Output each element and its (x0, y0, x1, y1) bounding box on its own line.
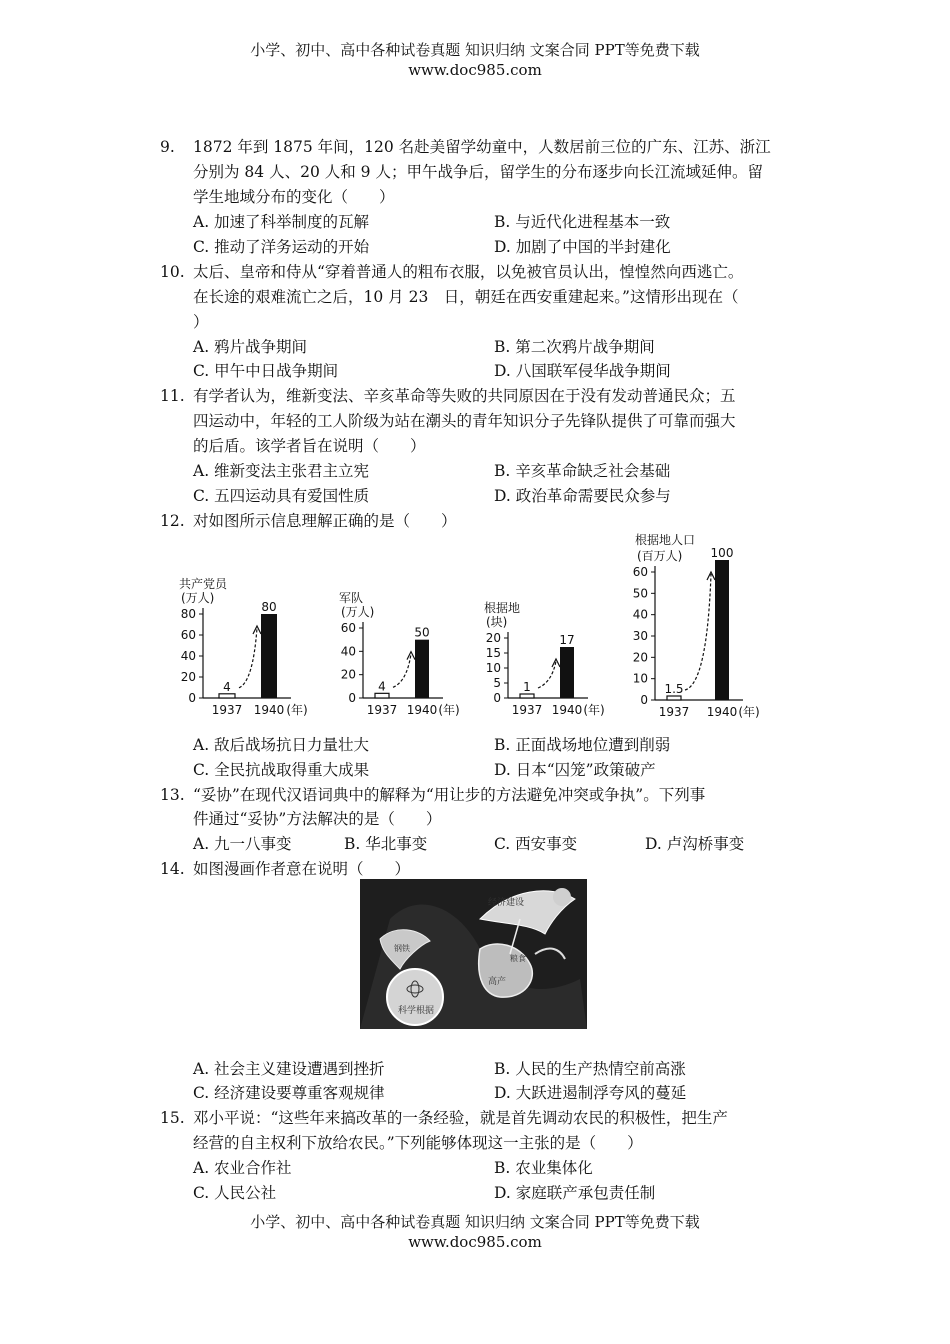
question-text: 1872 年到 1875 年间，120 名赴美留学幼童中，人数居前三位的广东、江苏、浙江 (193, 138, 771, 156)
cartoon-flag-emblem (553, 888, 571, 906)
bar-1940 (415, 640, 429, 698)
footer-url: www.doc985.com (408, 1233, 542, 1251)
option-a[interactable]: A. 社会主义建设遭遇到挫折 (193, 1060, 385, 1078)
question-text: “妥协”在现代汉语词典中的解释为“用让步的方法避免冲突或争执”。下列事 (193, 786, 706, 804)
question-number: 10. (160, 263, 185, 281)
option-b[interactable]: B. 第二次鸦片战争期间 (494, 338, 655, 356)
bar-1940 (715, 560, 729, 700)
option-b[interactable]: B. 与近代化进程基本一致 (494, 213, 671, 231)
question-text: 对如图所示信息理解正确的是（ ） (193, 512, 457, 530)
data-label: 17 (559, 633, 575, 647)
data-label: 1.5 (664, 682, 684, 696)
bar-1937 (375, 693, 389, 698)
y-tick-label: 20 (180, 670, 196, 684)
chart-title: 根据地 (484, 601, 521, 615)
x-unit-label: (年) (738, 705, 760, 719)
option-b[interactable]: B. 农业集体化 (494, 1159, 593, 1177)
option-c[interactable]: C. 人民公社 (193, 1184, 277, 1202)
option-c[interactable]: C. 西安事变 (494, 835, 578, 853)
y-tick-label: 60 (180, 628, 196, 642)
cartoon-image (360, 879, 587, 1029)
chart-unit: (万人) (181, 591, 215, 605)
question-text: 太后、皇帝和侍从“穿着普通人的粗布衣服，以免被官员认出，惶惶然向西逃亡。 (193, 263, 744, 281)
y-tick-label: 20 (632, 650, 648, 665)
chart-party-members (175, 530, 325, 724)
y-tick-label: 50 (632, 586, 648, 601)
header-url: www.doc985.com (408, 61, 542, 79)
question-text: 学生地域分布的变化（ ） (193, 188, 395, 206)
data-label: 4 (223, 679, 231, 694)
option-b[interactable]: B. 正面战场地位遭到削弱 (494, 736, 671, 754)
option-a[interactable]: A. 敌后战场抗日力量壮大 (193, 736, 370, 754)
option-c[interactable]: C. 五四运动具有爱国性质 (193, 487, 370, 505)
y-tick-label: 60 (632, 565, 648, 579)
cartoon-label: 钢铁 (394, 944, 410, 953)
cartoon-label: 科学根据 (398, 1006, 435, 1016)
question-text: ） (193, 313, 209, 331)
question-text: 四运动中，年轻的工人阶级为站在潮头的青年知识分子先锋队提供了可靠而强大 (193, 412, 736, 430)
header-line1: 小学、初中、高中各种试卷真题 知识归纳 文案合同 PPT等免费下载 (250, 41, 700, 59)
x-unit-label: (年) (438, 703, 460, 717)
option-d[interactable]: D. 八国联军侵华战争期间 (494, 362, 671, 380)
footer-line1: 小学、初中、高中各种试卷真题 知识归纳 文案合同 PPT等免费下载 (250, 1213, 700, 1231)
x-tick-label: 1937 (658, 705, 690, 719)
trend-arrow (685, 574, 711, 690)
y-tick-label: 30 (632, 629, 648, 643)
y-tick-label: 0 (348, 691, 356, 705)
y-tick-label: 15 (485, 646, 501, 660)
y-tick-label: 80 (180, 607, 196, 621)
option-a[interactable]: A. 加速了科举制度的瓦解 (193, 213, 370, 231)
question-text: 在长途的艰难流亡之后，10 月 23 日，朝廷在西安重建起来。”这情形出现在（ (193, 288, 739, 306)
page-footer (0, 1212, 950, 1252)
data-label: 50 (414, 625, 430, 640)
y-tick-label: 10 (632, 671, 648, 686)
option-c[interactable]: C. 甲午中日战争期间 (193, 362, 339, 380)
cartoon-label: 经济建设 (488, 898, 525, 908)
chart-title: 根据地人口 (635, 533, 696, 547)
page-header (0, 40, 950, 80)
cartoon-drawing (360, 879, 587, 1029)
x-unit-label: (年) (583, 703, 605, 717)
chart-bases (480, 530, 620, 724)
bar-1937 (667, 696, 681, 700)
option-d[interactable]: D. 大跃进遏制浮夸风的蔓延 (494, 1084, 687, 1102)
option-d[interactable]: D. 加剧了中国的半封建化 (494, 238, 671, 256)
question-text: 件通过“妥协”方法解决的是（ ） (193, 810, 442, 828)
cartoon-label: 高产 (488, 977, 507, 987)
question-text: 的后盾。该学者旨在说明（ ） (193, 437, 426, 455)
y-tick-label: 0 (640, 693, 648, 707)
bar-1940 (560, 647, 574, 698)
bar-1937 (520, 694, 534, 698)
chart-unit: (百万人) (637, 549, 683, 563)
y-tick-label: 0 (188, 691, 196, 705)
question-number: 12. (160, 512, 185, 530)
question-text: 经营的自主权利下放给农民。”下列能够体现这一主张的是（ ） (193, 1134, 643, 1152)
bar-1940 (261, 614, 277, 698)
option-c[interactable]: C. 经济建设要尊重客观规律 (193, 1084, 385, 1102)
y-tick-label: 5 (493, 676, 501, 690)
chart-army (335, 530, 475, 724)
question-number: 14. (160, 860, 185, 878)
x-tick-label: 1940 (253, 703, 285, 717)
option-a[interactable]: A. 九一八事变 (193, 835, 292, 853)
option-b[interactable]: B. 辛亥革命缺乏社会基础 (494, 462, 671, 480)
option-c[interactable]: C. 推动了洋务运动的开始 (193, 238, 370, 256)
question-text: 有学者认为，维新变法、辛亥革命等失败的共同原因在于没有发动普通民众；五 (193, 387, 736, 405)
option-a[interactable]: A. 鸦片战争期间 (193, 338, 308, 356)
chart-title: 军队 (339, 591, 364, 605)
cartoon-label: 粮食 (510, 954, 526, 963)
data-label: 80 (261, 600, 277, 614)
x-tick-label: 1937 (511, 703, 543, 717)
question-number: 15. (160, 1109, 185, 1127)
option-d[interactable]: D. 日本“囚笼”政策破产 (494, 761, 656, 779)
trend-arrow (239, 628, 257, 688)
y-tick-label: 40 (632, 607, 648, 622)
y-tick-label: 60 (340, 621, 356, 635)
chart-base-population (625, 530, 785, 724)
option-c[interactable]: C. 全民抗战取得重大成果 (193, 761, 370, 779)
data-label: 4 (378, 679, 386, 694)
chart-unit: (块) (486, 615, 508, 629)
x-tick-label: 1940 (406, 703, 438, 717)
data-label: 1 (523, 680, 531, 694)
chart-title: 共产党员 (179, 577, 228, 591)
x-tick-label: 1940 (706, 705, 738, 719)
x-tick-label: 1937 (211, 703, 243, 717)
option-d[interactable]: D. 政治革命需要民众参与 (494, 487, 671, 505)
option-a[interactable]: A. 农业合作社 (193, 1159, 292, 1177)
x-unit-label: (年) (286, 703, 308, 717)
option-a[interactable]: A. 维新变法主张君主立宪 (193, 462, 370, 480)
y-tick-label: 20 (340, 667, 356, 682)
option-d[interactable]: D. 卢沟桥事变 (645, 835, 745, 853)
y-tick-label: 40 (340, 644, 356, 659)
x-tick-label: 1940 (551, 703, 583, 717)
y-tick-label: 0 (493, 691, 501, 705)
question-text: 分别为 84 人、20 人和 9 人；甲午战争后，留学生的分布逐步向长江流域延伸。留 (193, 163, 763, 181)
question-number: 9. (160, 138, 175, 156)
question-number: 11. (160, 387, 185, 405)
question-number: 13. (160, 786, 185, 804)
data-label: 100 (710, 546, 734, 560)
y-tick-label: 40 (180, 649, 196, 663)
chart-unit: (万人) (341, 605, 375, 619)
trend-arrow (393, 654, 411, 688)
y-tick-label: 20 (485, 631, 501, 645)
question-text: 邓小平说：“这些年来搞改革的一条经验，就是首先调动农民的积极性，把生产 (193, 1109, 728, 1127)
option-b[interactable]: B. 华北事变 (344, 835, 428, 853)
y-tick-label: 10 (485, 661, 501, 675)
x-tick-label: 1937 (366, 703, 398, 717)
question-text: 如图漫画作者意在说明（ ） (193, 860, 411, 878)
option-b[interactable]: B. 人民的生产热情空前高涨 (494, 1060, 686, 1078)
option-d[interactable]: D. 家庭联产承包责任制 (494, 1184, 656, 1202)
bar-1937 (219, 694, 235, 698)
